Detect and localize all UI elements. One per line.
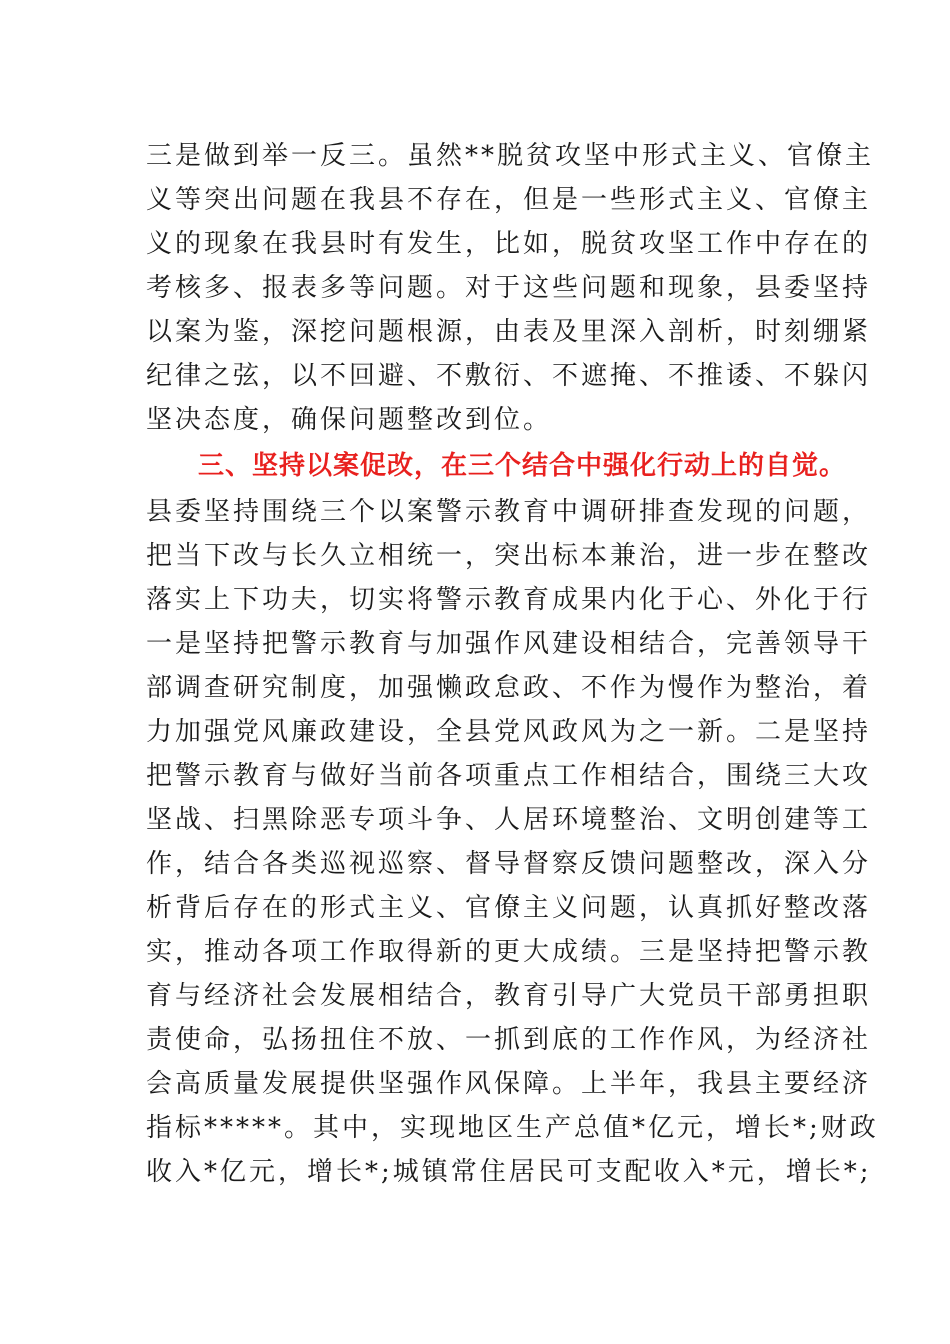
paragraph-line: 把当下改与长久立相统一，突出标本兼治，进一步在整改	[146, 541, 872, 571]
paragraph-line: 会高质量发展提供坚强作风保障。上半年，我县主要经济	[146, 1069, 872, 1099]
paragraph-line: 收入*亿元，增长*;城镇常住居民可支配收入*元，增长*;	[146, 1157, 872, 1187]
paragraph-line: 义的现象在我县时有发生，比如，脱贫攻坚工作中存在的	[146, 229, 872, 259]
paragraph-line: 作，结合各类巡视巡察、督导督察反馈问题整改，深入分	[146, 849, 872, 879]
section-heading: 三、坚持以案促改，在三个结合中强化行动上的自觉。	[198, 451, 847, 481]
paragraph-line: 落实上下功夫，切实将警示教育成果内化于心、外化于行	[146, 585, 872, 615]
paragraph-line: 纪律之弦，以不回避、不敷衍、不遮掩、不推诿、不躲闪	[146, 361, 872, 391]
paragraph-line: 义等突出问题在我县不存在，但是一些形式主义、官僚主	[146, 185, 872, 215]
paragraph-line: 三是做到举一反三。虽然**脱贫攻坚中形式主义、官僚主	[146, 141, 875, 171]
paragraph-line: 以案为鉴，深挖问题根源，由表及里深入剖析，时刻绷紧	[146, 317, 872, 347]
paragraph-line: 一是坚持把警示教育与加强作风建设相结合，完善领导干	[146, 629, 872, 659]
paragraph-line: 力加强党风廉政建设，全县党风政风为之一新。二是坚持	[146, 717, 872, 747]
paragraph-line: 部调查研究制度，加强懒政怠政、不作为慢作为整治，着	[146, 673, 872, 703]
paragraph-line: 考核多、报表多等问题。对于这些问题和现象，县委坚持	[146, 273, 872, 303]
paragraph-line: 育与经济社会发展相结合，教育引导广大党员干部勇担职	[146, 981, 872, 1011]
paragraph-line: 指标*****。其中，实现地区生产总值*亿元，增长*;财政	[146, 1113, 879, 1143]
paragraph-line: 实，推动各项工作取得新的更大成绩。三是坚持把警示教	[146, 937, 872, 967]
paragraph-line: 把警示教育与做好当前各项重点工作相结合，围绕三大攻	[146, 761, 872, 791]
paragraph-line: 责使命，弘扬扭住不放、一抓到底的工作作风，为经济社	[146, 1025, 872, 1055]
paragraph-line: 析背后存在的形式主义、官僚主义问题，认真抓好整改落	[146, 893, 872, 923]
paragraph-line: 坚决态度，确保问题整改到位。	[146, 405, 553, 435]
paragraph-line: 坚战、扫黑除恶专项斗争、人居环境整治、文明创建等工	[146, 805, 872, 835]
paragraph-line: 县委坚持围绕三个以案警示教育中调研排查发现的问题，	[146, 497, 872, 527]
